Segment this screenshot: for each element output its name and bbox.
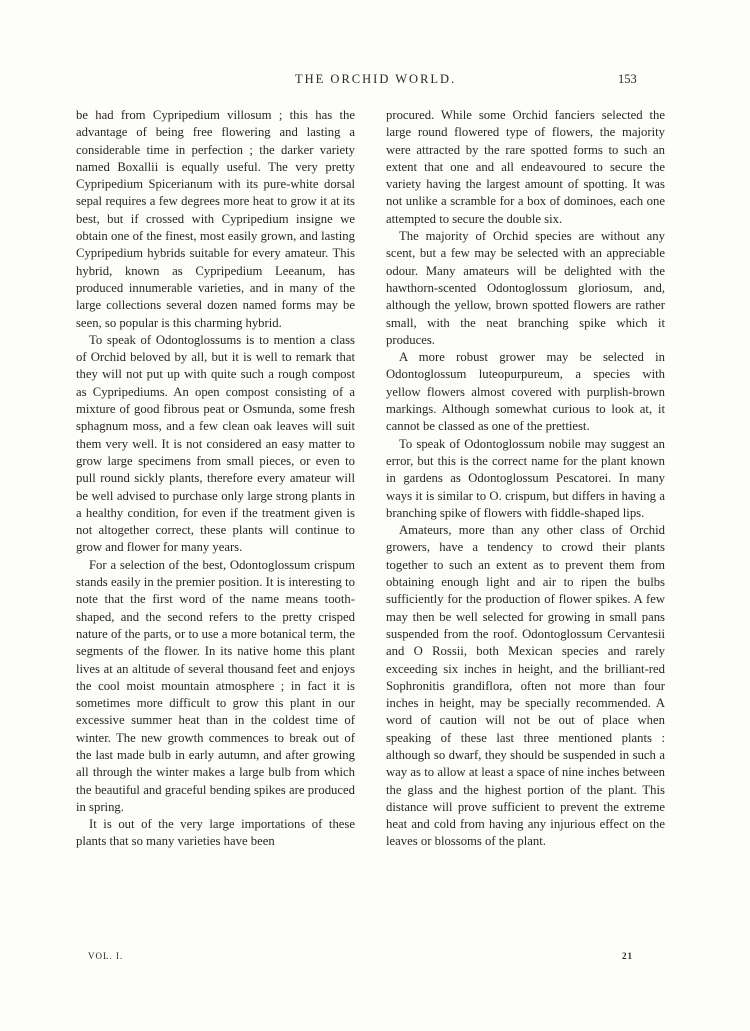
page-footer	[0, 951, 750, 967]
volume-mark: VOL. I.	[88, 951, 124, 961]
paragraph: procured. While some Orchid fanciers selected the large round flowered type of flowers, the majority were attracted by the rare spotted forms to such an extent that one and all endeavoured to secure the variety having the largest amount of spotting. It was not unlike a scramble for a box of dominoes, each one attempted to secure the double six.	[386, 108, 665, 226]
running-head	[0, 72, 750, 92]
paragraph: A more robust grower may be selected in Odontoglossum luteopurpureum, a species with yellow flowers almost covered with purplish-brown markings. Although somewhat curious to look at, it cannot be classed as one of the prettiest.	[386, 350, 665, 434]
left-column	[76, 107, 355, 851]
right-column	[386, 107, 665, 851]
paragraph: To speak of Odontoglossum nobile may suggest an error, but this is the correct name for the plant known in gardens as Odontoglossum Pescatorei. In many ways it is similar to O. crispum, but differs in having a branching spike of flowers with fiddle-shaped lips.	[386, 436, 665, 520]
paragraph: Amateurs, more than any other class of Orchid growers, have a tendency to crowd their plants together to such an extent as to prevent them from obtaining enough light and air to ripen the bulbs sufficiently for the production of flower spikes. A few may then be well selected for growing in small pans suspended from the roof. Odontoglossum Cervantesii and O Rossii, both Mexican species and rarely exceeding six inches in height, and the brilliant-red Sophronitis grandiflora, often not more than four inches in height, may be specially recommended. A word of caution will not be out of place when speaking of these last three mentioned plants : although so dwarf, they should be suspended in such a way as to allow at least a space of nine inches between the glass and the highest portion of the plant. This distance will prove sufficient to prevent the extreme heat and cold from having any injurious effect on the leaves or blossoms of the plant.	[386, 523, 665, 849]
paragraph: be had from Cypripedium villosum ; this has the advantage of being free flowering and lasting a considerable time in perfection ; the darker variety named Boxallii is equally useful. The very pretty Cypripedium Spicerianum with its pure-white dorsal sepal requires a few degrees more heat to grow it at its best, but if crossed with Cypripedium insigne we obtain one of the finest, most easily grown, and lasting Cypripedium hybrids suitable for every amateur. This hybrid, known as Cypripedium Leeanum, has produced innumerable varieties, and in many of the large collections several dozen named forms may be seen, so popular is this charming hybrid.	[76, 108, 355, 330]
paragraph: To speak of Odontoglossums is to mention a class of Orchid beloved by all, but it is well to remark that they will not put up with quite such a rough compost as Cypripediums. An open compost consisting of a mixture of good fibrous peat or Osmunda, some fresh sphagnum moss, and a few clean oak leaves will suit them very well. It is not considered an easy matter to grow large specimens from small pieces, or even to pull round sickly plants, therefore every amateur will be well advised to purchase only large strong plants in a healthy condition, for even if the treatment given is not altogether correct, these plants will continue to grow and flower for many years.	[76, 332, 355, 555]
paragraph: For a selection of the best, Odontoglossum crispum stands easily in the premier position. It is interesting to note that the first word of the name means tooth-shaped, and the second refers to the pretty crisped nature of the parts, or to use a more botanical term, the segments of the flower. In its native home this plant lives at an altitude of several thousand feet and enjoys the cool moist mountain atmosphere ; in fact it is sometimes more difficult to grow this plant in our excessive summer heat than in the coldest time of winter. The new growth commences to break out of the last made bulb in early autumn, and after growing all through the winter makes a large bulb from which the beautiful and graceful bending spikes are produced in spring.	[76, 557, 355, 814]
page-number: 153	[618, 72, 637, 86]
paragraph: The majority of Orchid species are without any scent, but a few may be selected with an appreciable odour. Many amateurs will be delighted with the hawthorn-scented Odontoglossum gloriosum, and, although the yellow, brown spotted flowers are rather small, with the neat branching spike which it produces.	[386, 229, 665, 347]
signature-mark: 21	[622, 951, 633, 961]
running-title: THE ORCHID WORLD.	[295, 72, 457, 86]
paragraph: It is out of the very large importations of these plants that so many varieties have been	[76, 817, 355, 849]
